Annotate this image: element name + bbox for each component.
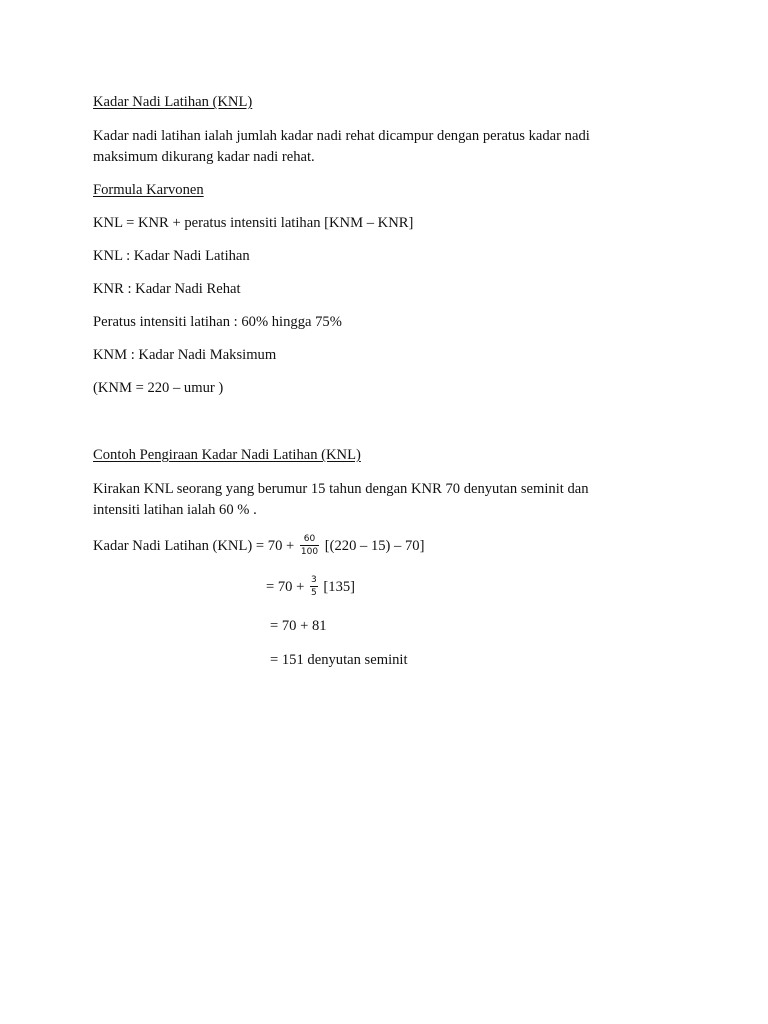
calc1-lhs: Kadar Nadi Latihan (KNL) = 70 + — [93, 537, 295, 554]
heading-formula-karvonen: Formula Karvonen — [93, 182, 204, 198]
calculation-step-2 — [266, 576, 355, 599]
calc2-lhs: = 70 + — [266, 578, 305, 595]
fraction-60-100 — [300, 534, 319, 557]
definition-knr: KNR : Kadar Nadi Rehat — [93, 281, 241, 297]
heading-knl: Kadar Nadi Latihan (KNL) — [93, 94, 253, 110]
example-line-1: Kirakan KNL seorang yang berumur 15 tahun dengan KNR 70 denyutan seminit dan — [93, 481, 589, 497]
fraction-denominator: 100 — [300, 547, 319, 557]
definition-knm-formula: (KNM = 220 – umur ) — [93, 380, 224, 396]
fraction-numerator: 60 — [300, 534, 319, 546]
calculation-step-1 — [93, 535, 424, 558]
calculation-step-3: = 70 + 81 — [270, 618, 327, 634]
definition-line-2: maksimum dikurang kadar nadi rehat. — [93, 149, 315, 165]
heading-example: Contoh Pengiraan Kadar Nadi Latihan (KNL) — [93, 447, 361, 463]
definition-knm: KNM : Kadar Nadi Maksimum — [93, 347, 277, 363]
formula-knl: KNL = KNR + peratus intensiti latihan [KNM – KNR] — [93, 215, 414, 231]
definition-line-1: Kadar nadi latihan ialah jumlah kadar nadi rehat dicampur dengan peratus kadar nadi — [93, 128, 590, 144]
definition-knl: KNL : Kadar Nadi Latihan — [93, 248, 250, 264]
calculation-step-4: = 151 denyutan seminit — [270, 652, 408, 668]
fraction-3-5 — [310, 575, 318, 598]
calc2-rhs: [135] — [323, 578, 356, 595]
fraction-numerator: 3 — [311, 575, 317, 585]
definition-intensity: Peratus intensiti latihan : 60% hingga 75% — [93, 314, 342, 330]
fraction-denominator: 5 — [311, 588, 317, 598]
example-line-2: intensiti latihan ialah 60 % . — [93, 502, 257, 518]
calc1-rhs: [(220 – 15) – 70] — [324, 537, 425, 554]
